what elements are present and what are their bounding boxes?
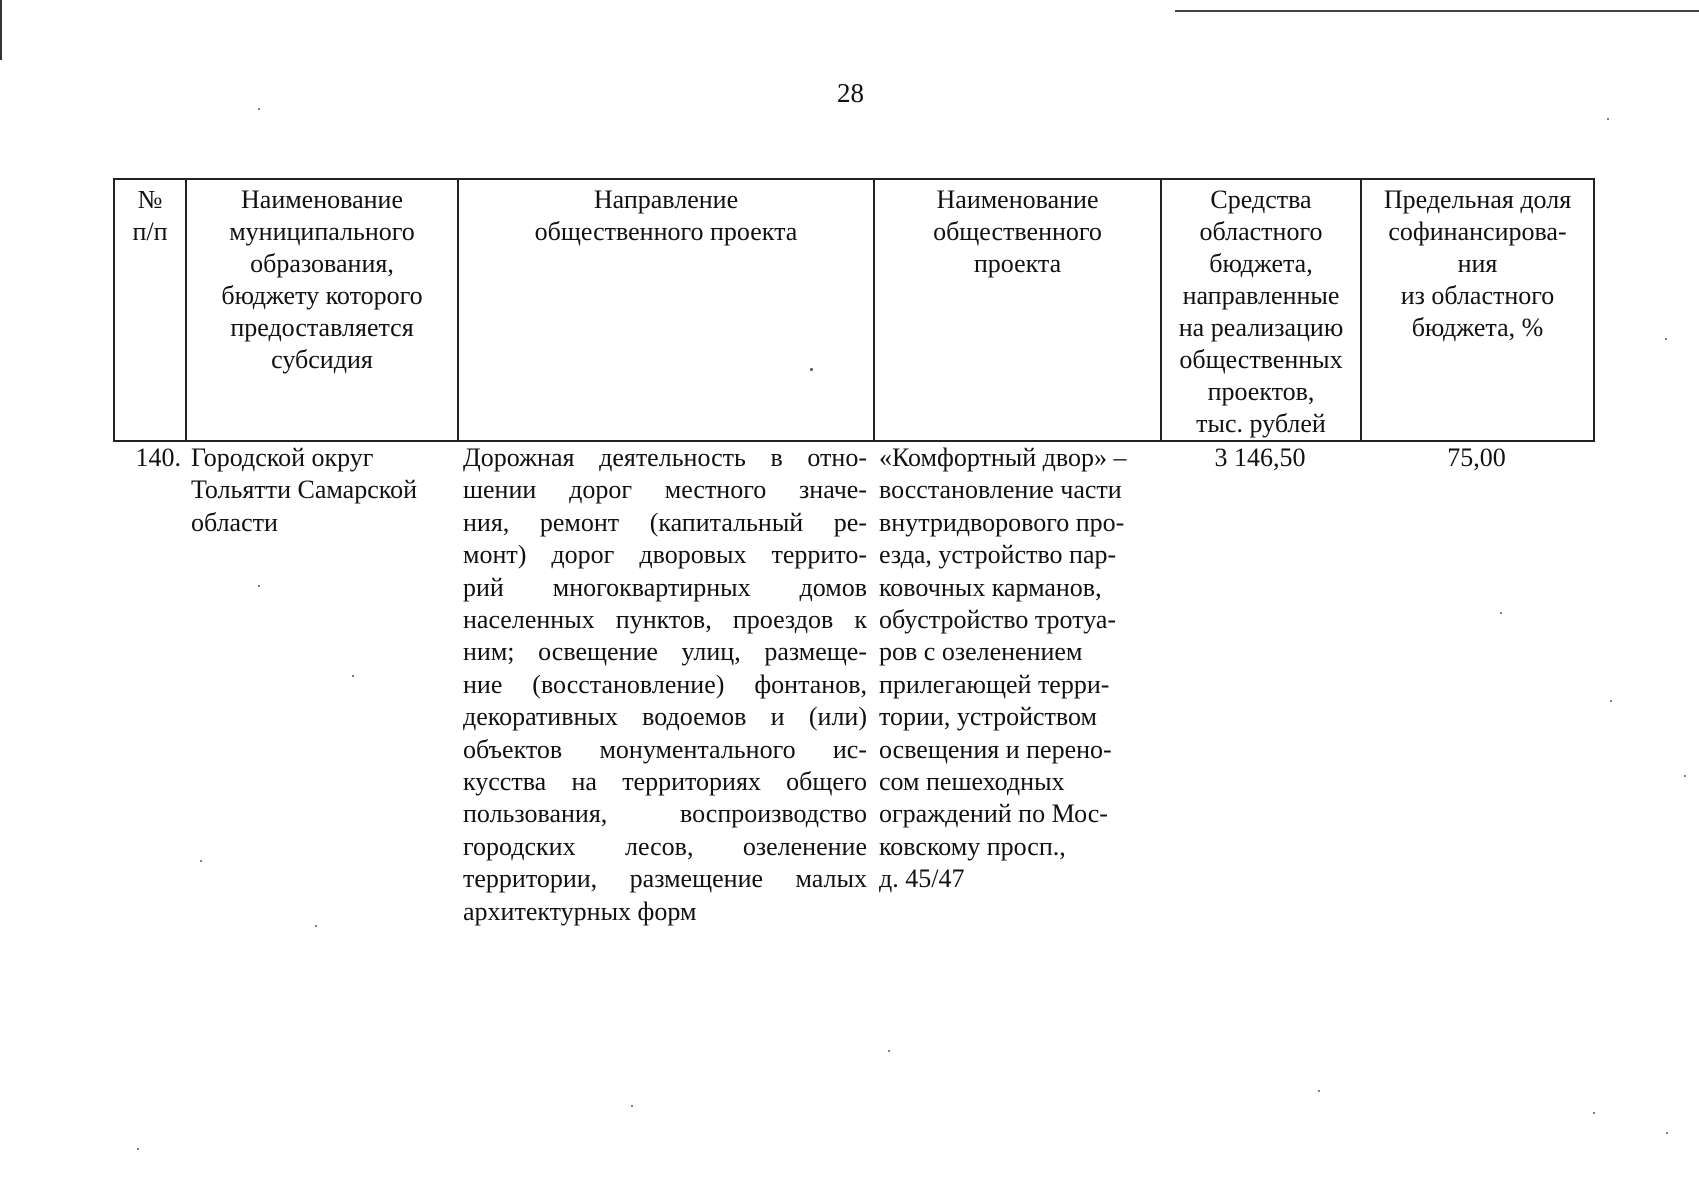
scan-speck bbox=[1607, 118, 1609, 120]
scan-speck bbox=[137, 1148, 139, 1150]
scan-speck bbox=[258, 585, 260, 587]
scan-speck bbox=[258, 108, 260, 110]
header-share: Предельная доля софинансирова- ния из областного бюджета, % bbox=[1361, 179, 1594, 441]
scan-speck bbox=[1610, 700, 1612, 702]
header-funds: Средства областного бюджета, направленные на реализацию общественных проектов, тыс. рублей bbox=[1161, 179, 1361, 441]
header-num: № п/п bbox=[114, 179, 186, 441]
page-number bbox=[0, 78, 1699, 109]
scan-speck bbox=[1593, 1112, 1595, 1114]
table-body bbox=[113, 442, 1593, 928]
table-row bbox=[113, 442, 1593, 928]
scan-top-rule bbox=[1175, 10, 1699, 12]
row-funds: 3 146,50 bbox=[1214, 443, 1306, 472]
header-row bbox=[114, 179, 1594, 441]
scan-speck bbox=[1318, 1090, 1320, 1092]
header-project: Наименование общественного проекта bbox=[874, 179, 1161, 441]
scan-speck bbox=[352, 675, 354, 677]
scan-speck bbox=[1684, 775, 1686, 777]
table-header bbox=[113, 178, 1595, 442]
scan-speck bbox=[810, 368, 813, 371]
page-number-text: 28 bbox=[837, 78, 864, 108]
row-municipality: Городской округ Тольятти Самарской области bbox=[191, 443, 417, 537]
scan-speck bbox=[1500, 612, 1502, 614]
row-number: 140. bbox=[135, 443, 181, 472]
row-share: 75,00 bbox=[1447, 443, 1506, 472]
scan-speck bbox=[315, 925, 317, 927]
scan-speck bbox=[1665, 338, 1667, 340]
row-project: «Комфортный двор» – восстановление части внутридворового про- езда, устройство пар- ковочных карманов, обустройство тротуа- ров с озеленением прилегающей терри- тории, устройством освещения и перено- сом пешеходных ограждений по Мос- ковскому просп., д. 45/47 bbox=[879, 443, 1127, 894]
header-municipality: Наименование муниципального образования, бюджету которого предоставляется субсидия bbox=[186, 179, 458, 441]
scan-speck bbox=[1666, 1132, 1668, 1134]
scan-speck bbox=[888, 1050, 890, 1052]
scan-speck bbox=[200, 860, 202, 862]
scan-speck bbox=[631, 1105, 633, 1107]
header-direction: Направление общественного проекта bbox=[458, 179, 874, 441]
row-direction: Дорожная деятельность в отно- шении дорог местного значе- ния, ремонт (капитальный ре- монт) дорог дворовых террито- рий многоквартирных домов населенных пунктов, проездов к ним; освещение улиц, размеще- ние (восстановление) фонтанов, декоративных водоемов и (или) объектов монументального ис- кусства на территориях общего пользования, воспроизводство городских лесов, озеленение территории, размещение малых архитектурных форм bbox=[463, 443, 867, 926]
scan-edge-mark bbox=[0, 0, 2, 60]
